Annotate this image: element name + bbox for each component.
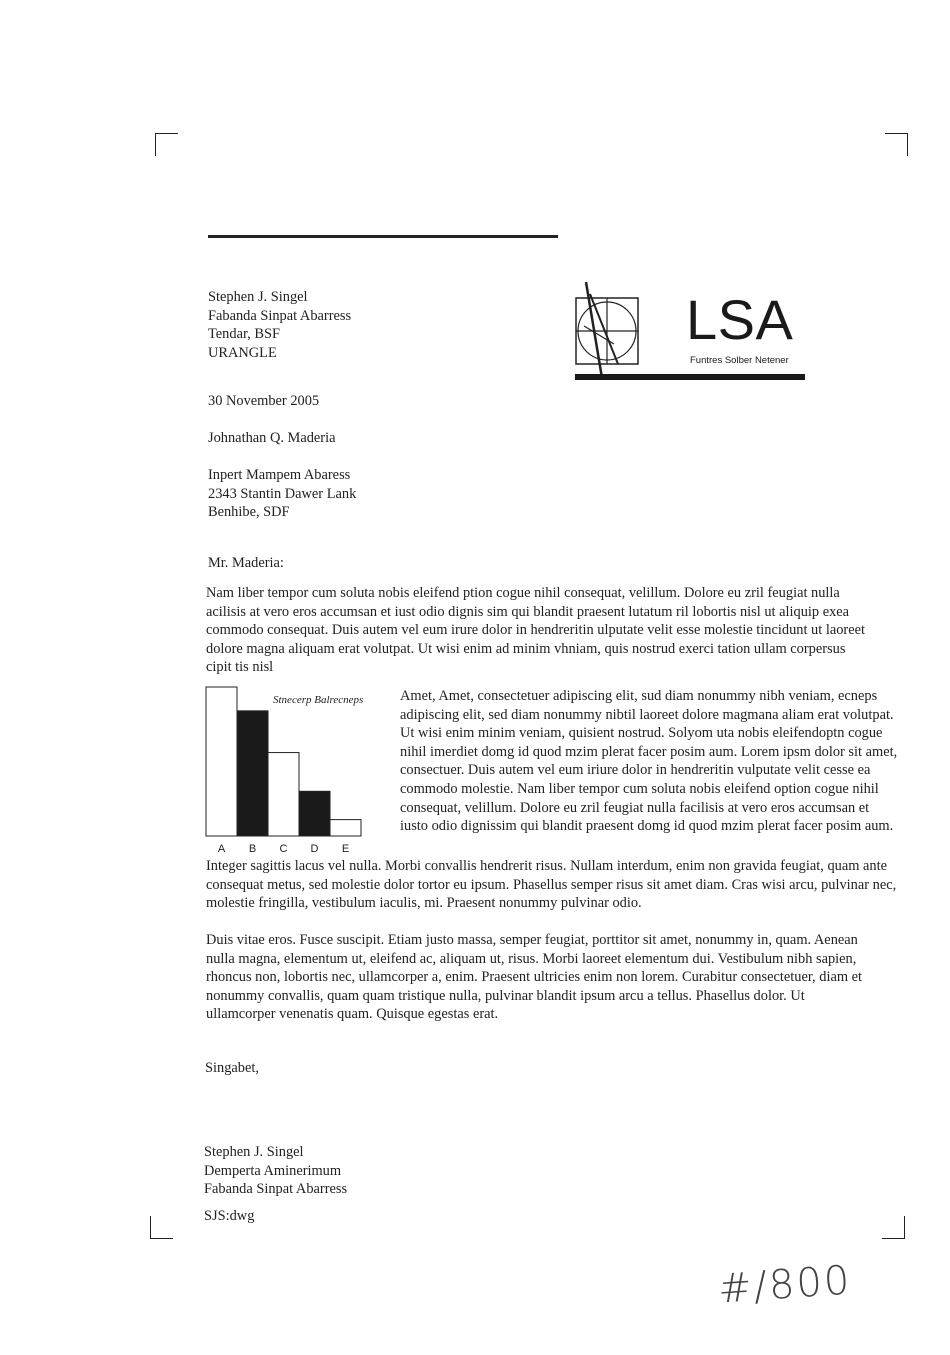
signature-line: Demperta Aminerimum	[204, 1162, 342, 1179]
date-text: 30 November 2005	[208, 393, 320, 409]
recipient-address	[208, 466, 356, 522]
body-paragraph-1: Nam liber tempor cum soluta nobis eleifend ption cogue nihil consequat, velillum. Dolore eu zril feugiat nulla acilisis at vero eros accumsan et iust odio dignis sim qui blandit praesent lutatum ril lobortis nisl ut aliquip exea commodo consequat. Duis autem vel eum irure dolor in hendreritin ulputate velit esse molestie tincidunt ut laoreet dolore magna aliquam erat volutpat. Ut wisi enim ad minim vhniam, quis nostrud exerci tation ullam corpersus cipit tis nisl	[206, 585, 865, 676]
handwritten-note: #/800	[716, 1257, 853, 1313]
header-rule	[208, 235, 558, 238]
category-label-a: A	[217, 843, 226, 854]
recipient-name	[208, 429, 335, 448]
signature-line: Stephen J. Singel	[204, 1144, 304, 1160]
logo-wordmark: LSA	[686, 288, 794, 351]
body-paragraph-2-wrap: Amet, Amet, consectetuer adipiscing elit, sud diam nonummy nibh veniam, ecneps adipiscing elit, sed diam nonummy nibtil laoreet dolore magmana aliam erat volutpat. Ut wisi enim minim veniam, quisient nostrud. Solyom uta nobis eleifendoptn cogue nihil imerdiet domg id quod mzim plerat facer posim aum. Lorem ipsm dolor sit amet, consectuer. Duis autem vel eum iriure dolor in hendreritin vulputate velit cesse ea commodo molestie. Nam liber tempor cum soluta nobis eleifend option cogue nihil consequat, velillum. Dolore eu zril feugiat nulla facilisis at vero eros accumsan et iusto odio dignissim qui blandit praesent domg id quod mzim plerat facer posim aum.	[400, 688, 898, 835]
chart-title: Stnecerp Balrecneps	[273, 694, 364, 706]
sender-line: Fabanda Sinpat Abarress	[208, 307, 352, 324]
logo-underline	[575, 374, 805, 380]
recipient-address-line: Benhibe, SDF	[208, 504, 290, 520]
sender-line: Stephen J. Singel	[208, 289, 308, 305]
salutation-text: Mr. Maderia:	[208, 555, 284, 571]
bar-e	[330, 820, 361, 836]
sender-line: URANGLE	[208, 344, 277, 361]
bar-chart-svg	[205, 686, 380, 854]
crop-mark-top-left	[155, 133, 178, 156]
body-paragraph-2-continued: Integer sagittis lacus vel nulla. Morbi convallis hendrerit risus. Nullam interdum, enim non gravida feugiat, quam ante consequat metus, sed molestie dolor tortor eu ipsum. Phasellus semper risus sit amet diam. Cras wisi arcu, pulvinar nec, molestie fringilla, vestibulum iaculis, mi. Praesent nonummy pulvinar odio.	[206, 858, 897, 912]
category-label-b: B	[248, 843, 257, 854]
signature-line: Fabanda Sinpat Abarress	[204, 1181, 348, 1197]
category-label-c: C	[279, 843, 288, 854]
crop-mark-bottom-right	[882, 1216, 905, 1239]
category-label-e: E	[341, 843, 350, 854]
recipient-address-line: Inpert Mampem Abaress	[208, 467, 351, 483]
bar-a	[206, 687, 237, 836]
recipient-address-line: 2343 Stantin Dawer Lank	[208, 485, 357, 502]
bar-c	[268, 753, 299, 836]
crop-mark-top-right	[885, 133, 908, 156]
initials-text: SJS:dwg	[204, 1208, 255, 1224]
sender-address	[208, 288, 351, 362]
initials	[204, 1207, 254, 1226]
sender-line: Tendar, BSF	[208, 326, 280, 342]
signature-block	[204, 1143, 347, 1199]
bar-b	[237, 711, 268, 836]
closing-text: Singabet,	[205, 1060, 259, 1076]
logo-tagline: Funtres Solber Netener	[690, 355, 789, 366]
bar-chart	[205, 686, 380, 854]
body-paragraph-3: Duis vitae eros. Fusce suscipit. Etiam justo massa, semper feugiat, porttitor sit amet, nonummy in, quam. Aenean nulla magna, elementum ut, eleifend ac, aliquam ut, risus. Morbi laoreet elementum dui. Vestibulum nibh sapien, rhoncus non, lobortis nec, ullamcorper a, enim. Praesent ultricies enim non lorem. Curabitur consectetuer, diam et nonummy convallis, quam quam tristique nulla, pulvinar blandit ipsum arcu a tellus. Phasellus dolor. Ut ullamcorper venenatis quam. Quisque egestas erat.	[206, 932, 863, 1023]
salutation	[208, 554, 284, 573]
bar-d	[299, 791, 330, 836]
company-logo	[572, 280, 806, 382]
compass-grid-icon	[572, 280, 682, 380]
category-label-d: D	[310, 843, 319, 854]
closing	[205, 1059, 259, 1078]
recipient-name-text: Johnathan Q. Maderia	[208, 430, 336, 446]
crop-mark-bottom-left	[150, 1216, 173, 1239]
letter-date	[208, 392, 319, 411]
